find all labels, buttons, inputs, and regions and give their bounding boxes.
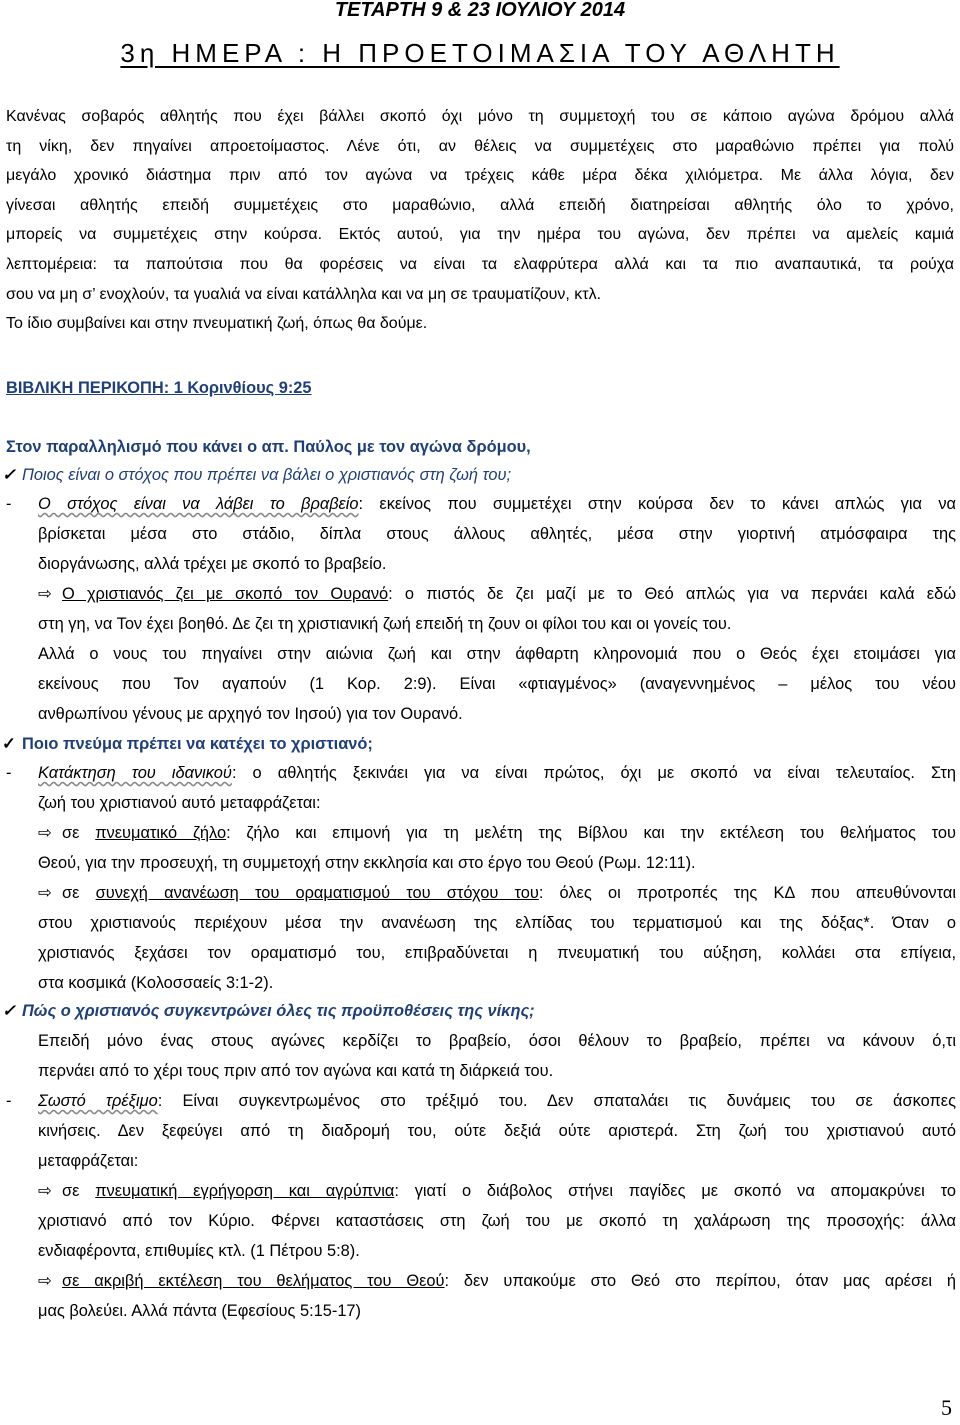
q3-arrow-line: χριστιανό από τον Κύριο. Φέρνει καταστάσεις στη ζωή του με σκοπό τη χαλάρωση της προσοχής: άλλα: [38, 1212, 956, 1230]
q2-point-line: : ο αθλητής ξεκινάει για να είναι πρώτος, όχι με σκοπό να είναι τελευταίος. Στη: [231, 764, 956, 782]
q2-arrow-line: : όλες οι προτροπές της ΚΔ που απευθύνονται: [538, 884, 956, 902]
q1-point: [38, 494, 956, 584]
q3-arrow-line: : δεν υπακούμε στο Θεό στο περίπου, όταν μας αρέσει ή: [444, 1272, 957, 1290]
term-renewal: συνεχή ανανέωση του οραματισμού του στόχου του: [95, 884, 539, 902]
q3-arrow-line: ενδιαφέροντα, επιθυμίες κτλ. (1 Πέτρου 5:8).: [38, 1242, 360, 1260]
checkmark-icon: ✓: [2, 466, 16, 484]
q3-point-line: κινήσεις. Δεν ξεφεύγει από τη διαδρομή του, ούτε δεξιά ούτε αριστερά. Στη ζωή του χριστιανού αυτό: [38, 1122, 956, 1140]
q2-arrow-line: στα κοσμικά (Κολοσσαείς 3:1-2).: [38, 974, 274, 992]
header-date: ΤΕΤΑΡΤΗ 9 & 23 ΙΟΥΛΙΟΥ 2014: [334, 0, 626, 21]
q2-arrow-line: στου χριστιανούς περιέχουν μέσα την ανανέωση της ελπίδας του τερματισμού και της δόξας*. Όταν ο: [38, 914, 956, 932]
q3-intro-line: περνάει από το χέρι τους πριν από τον αγώνα και κατά τη διάρκειά του.: [38, 1062, 554, 1080]
list-dash: -: [6, 1092, 12, 1110]
checkmark-icon: ✓: [2, 1002, 16, 1020]
question-text: Πώς ο χριστιανός συγκεντρώνει όλες τις προϋποθέσεις της νίκης;: [22, 1002, 535, 1020]
checkmark-icon: ✓: [2, 735, 16, 753]
question-victory: [2, 1001, 535, 1021]
q3-intro-line: Επειδή μόνο ένας στους αγώνες κερδίζει το βραβείο, όσοι θέλουν το βραβείο, πρέπει να κάνουν ό,τι: [38, 1032, 956, 1050]
q3-point: [38, 1091, 956, 1181]
q2-point-line: ζωή του χριστιανού αυτό μεταφράζεται:: [38, 794, 321, 812]
intro-line: Το ίδιο συμβαίνει και στην πνευματική ζωή, όπως θα δούμε.: [6, 315, 428, 333]
q1-arrow-point: [38, 584, 956, 734]
q2-arrow-line: : ζήλο και επιμονή για τη μελέτη της Βίβλου και την εκτέλεση του θελήματος του: [226, 824, 956, 842]
bible-passage-heading: ΒΙΒΛΙΚΗ ΠΕΡΙΚΟΠΗ: 1 Κορινθίους 9:25: [6, 379, 312, 397]
q2-point: [38, 763, 956, 823]
intro-line: Κανένας σοβαρός αθλητής που έχει βάλλει σκοπό όχι μόνο τη συμμετοχή του σε κάποιο αγώνα δρόμου αλλά: [6, 108, 954, 125]
list-dash: -: [6, 495, 12, 513]
q3-point-line: : Είναι συγκεντρωμένος στο τρέξιμό του. Δεν σπαταλάει τις δυνάμεις του σε άσκοπες: [157, 1092, 956, 1110]
intro-line: σου να μη σ’ ενοχλούν, τα γυαλιά να είναι κατάλληλα και να μη σε τραυματίζουν, κτλ.: [6, 285, 602, 303]
arrow-icon: ⇨: [38, 1182, 52, 1200]
term-vigilance: πνευματική εγρήγορση και αγρύπνια: [95, 1182, 395, 1200]
term-obedience: σε ακριβή εκτέλεση του θελήματος του Θεού: [62, 1272, 445, 1290]
arrow-icon: ⇨: [38, 884, 52, 902]
question-goal: [2, 465, 511, 485]
intro-line: λεπτομέρεια: τα παπούτσια που θα φορέσεις να είναι τα ελαφρύτερα αλλά και τα πιο αναπαυτικά, τα ρούχα: [6, 255, 954, 273]
intro-line: γίνεσαι αθλητής επειδή συμμετέχεις στο μαραθώνιο, αλλά επειδή διατηρείσαι αθλητής όλο το χρόνο,: [6, 196, 954, 214]
q1-arrow-line: ανθρωπίνου γένους με αρχηγό τον Ιησού) για τον Ουρανό.: [38, 705, 463, 723]
arrow-icon: ⇨: [38, 585, 52, 603]
arrow-icon: ⇨: [38, 1272, 52, 1290]
q3-arrow-line: μας βολεύει. Αλλά πάντα (Εφεσίους 5:15-17): [38, 1302, 362, 1320]
term-heaven: Ο χριστιανός ζει με σκοπό τον Ουρανό: [62, 585, 389, 603]
q3-point-line: μεταφράζεται:: [38, 1152, 139, 1170]
term-ideal: Κατάκτηση του ιδανικού: [38, 764, 232, 782]
q2-prefix: σε: [62, 824, 96, 842]
term-zeal: πνευματικό ζήλο: [95, 824, 227, 842]
question-spirit: [2, 734, 373, 754]
q1-point-line: : εκείνος που συμμετέχει στην κούρσα δεν το κάνει απλώς για να: [358, 495, 956, 513]
q2-arrow-line: χριστιανός ξεχάσει τον οραματισμό του, επιβραδύνεται η πνευματική του αύξηση, κολλάει στα επίγεια,: [38, 944, 956, 962]
list-dash: -: [6, 764, 12, 782]
intro-line: μπορείς να συμμετέχεις στην κούρσα. Εκτός αυτού, για την ημέρα του αγώνα, δεν πρέπει να αμελείς καμιά: [6, 226, 954, 244]
term-running: Σωστό τρέξιμο: [38, 1092, 158, 1110]
q1-arrow-line: στη γη, να Τον έχει βοηθό. Δε ζει τη χριστιανική ζωή επειδή τη ζουν οι φίλοι του και οι γονείς του.: [38, 615, 732, 633]
intro-line: τη νίκη, δεν πηγαίνει απροετοίμαστος. Λένε ότι, αν θέλεις να συμμετέχεις στο μαραθώνιο πρέπει για πολύ: [6, 137, 954, 155]
q3-intro: [38, 1031, 956, 1091]
page-number: 5: [941, 1395, 952, 1420]
arrow-icon: ⇨: [38, 824, 52, 842]
q3-arrow-point-2: [38, 1271, 956, 1331]
q3-arrow-point-1: [38, 1181, 956, 1271]
q3-prefix: σε: [62, 1182, 96, 1200]
q2-arrow-point-2: [38, 883, 956, 1003]
question-text: Ποιος είναι ο στόχος που πρέπει να βάλει ο χριστιανός στη ζωή του;: [22, 466, 512, 484]
q1-arrow-line: Αλλά ο νους του πηγαίνει στην αιώνια ζωή και στην άφθαρτη κληρονομιά που ο Θεός έχει ετοιμάσει για: [38, 645, 956, 663]
term-goal: Ο στόχος είναι να λάβει το βραβείο: [38, 495, 359, 513]
q1-point-line: βρίσκεται μέσα στο στάδιο, δίπλα στους άλλους αθλητές, μέσα στην γιορτινή ατμόσφαιρα της: [38, 525, 956, 543]
parallel-heading: Στον παραλληλισμό που κάνει ο απ. Παύλος με τον αγώνα δρόμου,: [6, 438, 531, 456]
q2-prefix: σε: [62, 884, 96, 902]
q1-arrow-line: : ο πιστός δε ζει μαζί με το Θεό απλώς για να περνάει καλά εδώ: [388, 585, 956, 603]
q2-arrow-line: Θεού, για την προσευχή, τη συμμετοχή στην εκκλησία και στο έργο του Θεού (Ρωμ. 12:11).: [38, 854, 696, 872]
intro-line: μεγάλο χρονικό διάστημα πριν από τον αγώνα να τρέχεις κάθε μέρα δέκα χιλιόμετρα. Με άλλα λόγια, δεν: [6, 167, 954, 185]
q1-point-line: διοργάνωσης, αλλά τρέχει με σκοπό το βραβείο.: [38, 555, 387, 573]
intro-paragraph: [6, 102, 954, 339]
page-title: 3η ΗΜΕΡΑ : Η ΠΡΟΕΤΟΙΜΑΣΙΑ ΤΟΥ ΑΘΛΗΤΗ: [120, 38, 840, 68]
question-text: Ποιο πνεύμα πρέπει να κατέχει το χριστιανό;: [22, 735, 373, 753]
q2-arrow-point-1: [38, 823, 956, 883]
q1-arrow-line: εκείνους που Τον αγαπούν (1 Κορ. 2:9). Είναι «φτιαγμένος» (αναγεννημένος – μέλος του νέου: [38, 675, 956, 693]
q3-arrow-line: : γιατί ο διάβολος στήνει παγίδες με σκοπό να απομακρύνει το: [394, 1182, 956, 1200]
